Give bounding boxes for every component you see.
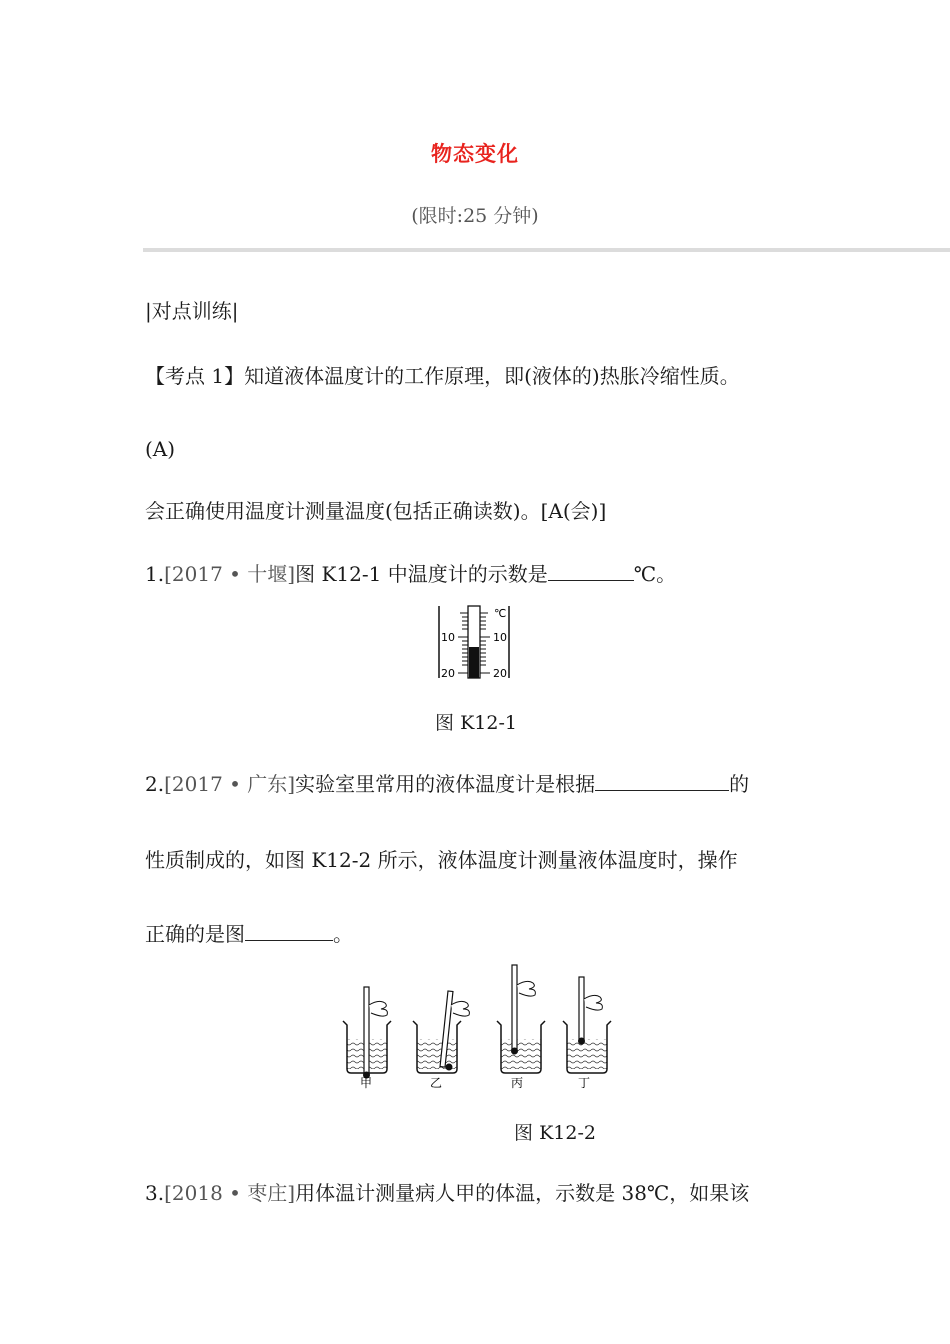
label-ding: 丁 — [578, 1076, 591, 1090]
question-1 — [145, 560, 676, 588]
q2-text-1-end: 的 — [729, 772, 750, 796]
q1-unit: ℃。 — [633, 562, 677, 586]
q3-source: [2018 • 枣庄] — [164, 1181, 296, 1205]
question-3 — [145, 1179, 749, 1207]
q2-answer-blank-2[interactable] — [245, 922, 333, 941]
fig1-unit: ℃ — [494, 607, 507, 620]
q2-source: [2017 • 广东] — [164, 772, 296, 796]
q2-text-3: 正确的是图 — [145, 922, 245, 946]
q3-text: 用体温计测量病人甲的体温，示数是 38℃，如果该 — [295, 1181, 750, 1205]
fig2-caption: 图 K12-2 — [514, 1122, 596, 1144]
beaker-yi — [413, 991, 469, 1073]
q1-text: 图 K12-1 中温度计的示数是 — [295, 562, 548, 586]
beaker-jia — [343, 987, 391, 1079]
page-title: 物态变化 — [431, 141, 519, 166]
beakers-figure — [335, 963, 615, 1091]
q2-number: 2. — [145, 772, 165, 796]
label-yi: 乙 — [430, 1076, 443, 1090]
q1-number: 1. — [145, 562, 165, 586]
fig1-tick-right-20: 20 — [493, 667, 507, 680]
fig1-tick-left-20: 20 — [441, 667, 455, 680]
q1-source: [2017 • 十堰] — [164, 562, 296, 586]
kaodian-requirement: 会正确使用温度计测量温度(包括正确读数)。[A(会)] — [145, 499, 607, 523]
label-bing: 丙 — [511, 1076, 524, 1090]
question-2-line-3 — [145, 920, 353, 948]
section-heading: |对点训练| — [145, 299, 239, 323]
divider — [143, 248, 950, 252]
beaker-ding — [563, 977, 611, 1073]
kaodian-text: 知道液体温度计的工作原理，即(液体的)热胀冷缩性质。 — [244, 364, 740, 388]
fig1-caption: 图 K12-1 — [435, 712, 517, 734]
kaodian-1 — [145, 362, 740, 390]
thermometer-figure — [432, 603, 518, 681]
q1-answer-blank[interactable] — [548, 562, 634, 581]
time-limit: (限时:25 分钟) — [411, 205, 539, 227]
q2-text-3-end: 。 — [333, 922, 353, 946]
kaodian-label: 【考点 1】 — [145, 364, 245, 388]
beaker-bing — [497, 965, 545, 1073]
q2-answer-blank-1[interactable] — [595, 772, 729, 791]
fig1-tick-left-10: 10 — [441, 631, 455, 644]
q3-number: 3. — [145, 1181, 165, 1205]
question-2-line-1 — [145, 770, 749, 798]
q2-text-2: 性质制成的，如图 K12-2 所示，液体温度计测量液体温度时，操作 — [145, 848, 738, 872]
kaodian-level: (A) — [145, 437, 176, 461]
fig1-tick-right-10: 10 — [493, 631, 507, 644]
q2-text-1: 实验室里常用的液体温度计是根据 — [295, 772, 596, 796]
label-jia: 甲 — [360, 1076, 373, 1090]
